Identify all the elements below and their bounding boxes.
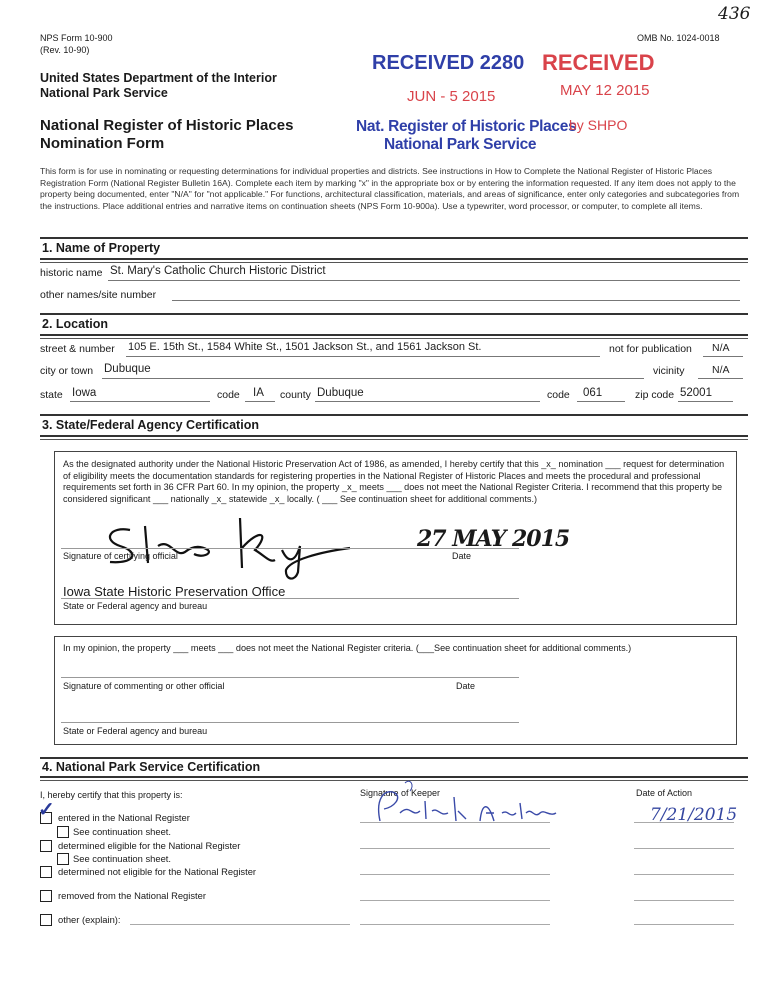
street-label: street & number	[40, 343, 115, 355]
state-label: state	[40, 389, 63, 401]
stamp-received-nr-date: JUN - 5 2015	[407, 88, 496, 105]
not-for-publication-label: not for publication	[609, 343, 692, 355]
not-for-publication-value[interactable]: N/A	[712, 342, 730, 354]
historic-name-value[interactable]: St. Mary's Catholic Church Historic District	[110, 265, 326, 277]
det-eligible-label: determined eligible for the National Register	[58, 840, 241, 851]
section-2-title: 2. Location	[42, 317, 108, 331]
det-not-eligible-label: determined not eligible for the National Register	[58, 866, 257, 877]
vicinity-value[interactable]: N/A	[712, 364, 730, 376]
agency-value[interactable]: Iowa State Historic Preservation Office	[63, 584, 286, 599]
agency2-label: State or Federal agency and bureau	[63, 726, 208, 736]
certifying-signature	[90, 508, 390, 583]
city-value[interactable]: Dubuque	[104, 363, 151, 375]
sig-certifying-label: Signature of certifying official	[63, 551, 178, 561]
entered-label: entered in the National Register	[58, 812, 190, 823]
see-continuation-1-label: See continuation sheet.	[73, 826, 171, 837]
state-code-value[interactable]: IA	[253, 387, 264, 399]
street-value[interactable]: 105 E. 15th St., 1584 White St., 1501 Jackson St., and 1561 Jackson St.	[128, 341, 482, 353]
det-eligible-checkbox[interactable]	[40, 840, 52, 852]
certify-statement: I, hereby certify that this property is:	[40, 790, 183, 800]
sig-commenting-label: Signature of commenting or other official	[63, 681, 225, 691]
other-checkbox[interactable]	[40, 914, 52, 926]
intro-text: This form is for use in nominating or requesting determinations for individual properties and districts. See instructions in How to Complete the National Register of Historic Places Registration Form (National Register Bulletin 16A). Complete each item by marking "x" in the appropriate box or by entering the information requested. If any item does not apply to the property being documented, enter "N/A" for "not applicable." For functions, architectural classification, materials, and areas of significance, enter only categories and subcategories from the instructions. Place additional entries and narrative items on continuation sheets (NPS Form 10-900a). Use a typewriter, word processor, or computer, to complete all items.	[40, 166, 740, 211]
keeper-signature	[370, 773, 570, 833]
sig-date-label: Date	[452, 551, 472, 561]
stamp-nat-register: Nat. Register of Historic Places	[356, 118, 577, 135]
date-of-action-value: 7/21/2015	[650, 805, 738, 825]
county-label: county	[280, 389, 311, 401]
section-4-title: 4. National Park Service Certification	[42, 760, 261, 774]
other-label: other (explain):	[58, 914, 121, 925]
agency-label: State or Federal agency and bureau	[63, 601, 208, 611]
opinion-text: In my opinion, the property ___ meets ___ does not meet the National Register criteria. (___See continuation sheet for additional comments.)	[63, 643, 632, 653]
det-not-eligible-checkbox[interactable]	[40, 866, 52, 878]
page-number: 436	[718, 4, 751, 24]
other-names-field[interactable]	[172, 300, 740, 301]
stamp-received-nr: RECEIVED 2280	[372, 52, 525, 74]
county-value[interactable]: Dubuque	[317, 387, 364, 399]
state-value[interactable]: Iowa	[72, 387, 97, 399]
service: National Park Service	[40, 86, 168, 100]
sig-date-value: 27 MAY 2015	[417, 526, 570, 552]
stamp-received-shpo: RECEIVED	[542, 50, 655, 75]
entered-check-mark: ✓	[38, 799, 55, 821]
omb-number: OMB No. 1024-0018	[637, 33, 720, 43]
state-code-label: code	[217, 389, 240, 401]
city-label: city or town	[40, 365, 94, 377]
stamp-received-shpo-date: MAY 12 2015	[560, 82, 650, 99]
zip-label: zip code	[635, 389, 675, 401]
removed-label: removed from the National Register	[58, 890, 206, 901]
form-rev: (Rev. 10-90)	[40, 45, 90, 55]
stamp-nat-park-service: National Park Service	[384, 136, 537, 153]
form-number: NPS Form 10-900	[40, 33, 113, 43]
county-code-label: code	[547, 389, 570, 401]
county-code-value[interactable]: 061	[583, 387, 603, 399]
vicinity-label: vicinity	[653, 365, 685, 377]
section-3-title: 3. State/Federal Agency Certification	[42, 418, 259, 432]
department: United States Department of the Interior	[40, 71, 277, 85]
removed-checkbox[interactable]	[40, 890, 52, 902]
historic-name-label: historic name	[40, 267, 103, 279]
other-names-label: other names/site number	[40, 289, 157, 301]
date-of-action-label: Date of Action	[636, 788, 693, 798]
form-title: National Register of Historic Places	[40, 117, 294, 134]
form-subtitle: Nomination Form	[40, 135, 165, 152]
other-explain-field[interactable]	[130, 924, 350, 925]
see-continuation-2-label: See continuation sheet.	[73, 853, 171, 864]
sig2-date-label: Date	[456, 681, 476, 691]
certification-text: As the designated authority under the National Historic Preservation Act of 1986, as amended, I hereby certify that this _x_ nomination ___ request for determination of eligibility meets the documentation standards for registering properties in the National Register of Historic Places and meets the procedural and professional requirements set forth in 36 CFR Part 60. In my opinion, the property _x_ meets ___ does not meet the National Register Criteria. I recommend that this property be considered significant ___ nationally _x_ statewide _x_ locally. ( ___ See continuation sheet for additional comments.)	[63, 459, 725, 504]
see-continuation-2-checkbox[interactable]	[57, 853, 69, 865]
see-continuation-1-checkbox[interactable]	[57, 826, 69, 838]
zip-value[interactable]: 52001	[680, 387, 712, 399]
sig-keeper-label: Signature of Keeper	[360, 788, 441, 798]
section-1-title: 1. Name of Property	[42, 241, 161, 255]
stamp-by-shpo: by SHPO	[569, 117, 628, 133]
